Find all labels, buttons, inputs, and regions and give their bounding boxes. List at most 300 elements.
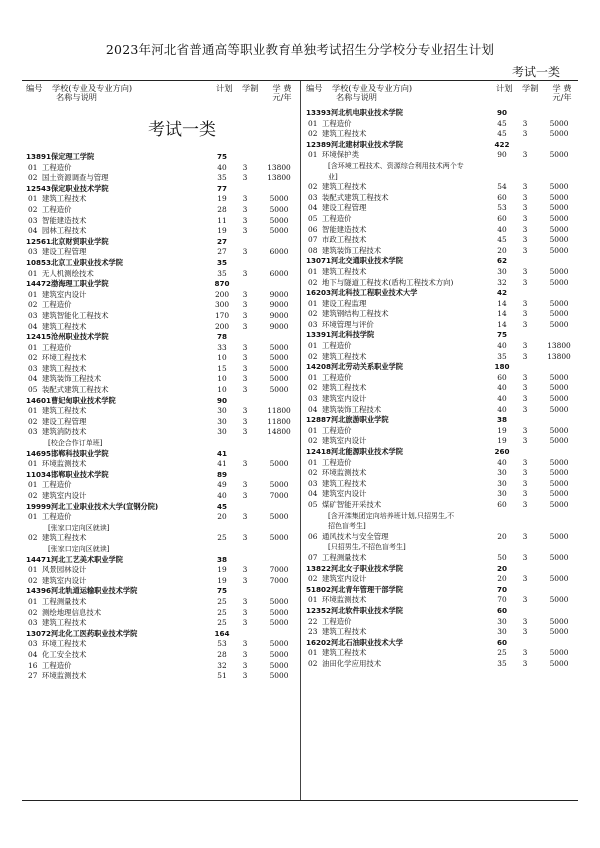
plan-cell: 28 (217, 649, 227, 659)
length-cell: 3 (242, 194, 248, 204)
name-cell: 风景园林设计 (42, 565, 87, 575)
fee-cell: 5000 (549, 203, 569, 213)
major-row (306, 299, 578, 310)
header-name (52, 84, 132, 102)
major-row (26, 608, 298, 619)
code-cell: 01 (28, 342, 38, 352)
name-cell: 环境管理与评价 (322, 319, 374, 329)
major-row (306, 225, 578, 236)
length-cell: 3 (242, 268, 248, 278)
code-cell: 03 (308, 319, 318, 329)
section-title: 考试一类 (148, 120, 216, 140)
name-cell: 工程造价 (42, 300, 72, 310)
major-row (26, 417, 298, 428)
code-cell: 01 (308, 298, 318, 308)
school-row (306, 330, 578, 341)
plan-cell: 60 (497, 499, 507, 509)
length-cell: 3 (522, 627, 528, 637)
fee-cell: 9000 (269, 321, 289, 331)
code-cell: 01 (308, 150, 318, 160)
plan-cell: 30 (217, 416, 227, 426)
code-cell: 03 (308, 394, 318, 404)
major-row (26, 650, 298, 661)
code-cell: 04 (308, 404, 318, 414)
code-cell: 01 (28, 459, 38, 469)
plan-cell: 53 (497, 203, 507, 213)
plan-cell: 77 (216, 183, 227, 193)
length-cell: 3 (522, 478, 528, 488)
length-cell: 3 (242, 491, 248, 500)
name-cell: 建筑工程技术 (42, 406, 87, 416)
header-name-line2: 名称与说明 (56, 92, 97, 102)
major-row (26, 247, 298, 258)
plan-cell: 40 (217, 162, 227, 172)
plan-cell: 60 (497, 213, 507, 223)
fee-cell: 13800 (547, 341, 571, 351)
length-cell: 3 (522, 372, 528, 382)
fee-cell: 5000 (269, 204, 289, 214)
name-cell: 工程测量技术 (322, 552, 367, 562)
code-cell: 14472 (26, 279, 52, 289)
code-cell: 12352 (306, 605, 332, 615)
code-cell: 51802 (306, 584, 332, 594)
header-plan: 计划 (496, 83, 513, 93)
name-cell: 工程测量技术 (42, 596, 87, 606)
name-cell: 国土资源调查与管理 (42, 173, 109, 183)
code-cell: 12887 (306, 415, 332, 425)
plan-cell: 78 (216, 332, 227, 342)
code-cell: 01 (28, 194, 38, 204)
fee-cell: 5000 (549, 436, 569, 446)
header-name (332, 84, 412, 102)
major-row (306, 150, 578, 161)
plan-cell: 35 (497, 658, 507, 668)
fee-cell: 5000 (549, 425, 569, 435)
major-row (26, 406, 298, 417)
code-cell: 05 (308, 213, 318, 223)
major-row (26, 491, 298, 502)
school-row (306, 415, 578, 426)
length-cell: 3 (242, 162, 248, 172)
fee-cell: 5000 (549, 319, 569, 329)
major-row (306, 617, 578, 628)
major-row (26, 194, 298, 205)
plan-cell: 14 (497, 309, 507, 319)
length-cell: 3 (242, 310, 248, 320)
length-cell: 3 (242, 353, 248, 363)
length-cell: 3 (242, 416, 248, 426)
plan-cell: 300 (214, 300, 230, 310)
plan-cell: 27 (216, 236, 227, 246)
code-cell: 02 (308, 468, 318, 478)
name-cell: 建筑装饰工程技术 (322, 404, 382, 414)
fee-cell: 5000 (549, 574, 569, 584)
plan-cell: 870 (214, 279, 230, 289)
major-row (306, 532, 578, 543)
table-header (26, 84, 298, 108)
length-cell: 3 (242, 363, 248, 373)
code-cell: 02 (308, 383, 318, 393)
plan-cell: 30 (497, 266, 507, 276)
length-cell: 3 (522, 309, 528, 319)
name-cell: 市政工程技术 (322, 235, 367, 245)
major-row (306, 468, 578, 479)
plan-cell: 14 (497, 298, 507, 308)
fee-cell: 5000 (269, 363, 289, 373)
plan-cell: 40 (497, 404, 507, 414)
name-cell: 环境监测技术 (322, 468, 367, 478)
code-cell: 02 (308, 277, 318, 287)
plan-cell: 75 (496, 330, 507, 340)
length-cell: 3 (242, 533, 248, 543)
code-cell: 27 (28, 671, 38, 681)
plan-cell: 19 (217, 565, 227, 575)
plan-cell: 40 (497, 383, 507, 393)
name-cell: 河北石油职业技术大学 (331, 637, 403, 647)
name-cell: 建筑室内设计 (322, 394, 367, 404)
code-cell: 12415 (26, 332, 52, 342)
plan-cell: 50 (497, 552, 507, 562)
code-cell: 07 (308, 235, 318, 245)
header-fee-line2: 元/年 (552, 92, 572, 102)
length-cell: 3 (522, 182, 528, 192)
header-name-line2: 名称与说明 (336, 92, 377, 102)
fee-cell: 5000 (269, 353, 289, 363)
code-cell: 14695 (26, 448, 52, 458)
major-row (306, 383, 578, 394)
code-cell: 02 (28, 300, 38, 310)
fee-cell: 5000 (269, 480, 289, 490)
code-cell: 23 (308, 627, 318, 637)
plan-cell: 25 (217, 607, 227, 617)
code-cell: 01 (308, 266, 318, 276)
remark-note: 招色盲考生] (328, 522, 366, 531)
plan-cell: 30 (497, 468, 507, 478)
major-row (306, 320, 578, 331)
length-cell: 3 (522, 298, 528, 308)
plan-cell: 32 (497, 277, 507, 287)
length-cell: 3 (522, 531, 528, 541)
remark-note: [校企合作订单班] (48, 439, 103, 448)
code-cell: 03 (28, 639, 38, 649)
name-cell: 环境监测技术 (322, 595, 367, 605)
name-cell: 工程造价 (322, 425, 352, 435)
plan-cell: 180 (494, 362, 510, 372)
code-cell: 06 (308, 224, 318, 234)
school-row (306, 140, 578, 151)
length-cell: 3 (242, 618, 248, 628)
header-fee-line1: 学 费 (272, 83, 292, 93)
major-row (26, 374, 298, 385)
name-cell: 北京工业职业技术学院 (51, 257, 123, 267)
fee-cell: 5000 (269, 226, 289, 236)
fee-cell: 13800 (547, 351, 571, 361)
code-cell: 03 (28, 427, 38, 437)
code-cell: 11034 (26, 469, 52, 479)
code-cell: 07 (308, 552, 318, 562)
fee-cell: 5000 (549, 627, 569, 637)
name-cell: 建筑室内设计 (322, 436, 367, 446)
school-row (306, 362, 578, 373)
code-cell: 02 (28, 353, 38, 363)
plan-cell: 38 (216, 554, 227, 564)
length-cell: 3 (522, 150, 528, 160)
fee-cell: 6000 (269, 268, 289, 278)
code-cell: 01 (308, 648, 318, 658)
fee-cell: 5000 (269, 607, 289, 617)
length-cell: 3 (522, 129, 528, 139)
plan-cell: 45 (497, 118, 507, 128)
page-title: 2023年河北省普通高等职业教育单独考试招生分学校分专业招生计划 (105, 42, 495, 57)
length-cell: 3 (522, 213, 528, 223)
fee-cell: 5000 (269, 342, 289, 352)
code-cell: 13822 (306, 563, 332, 573)
code-cell: 01 (308, 457, 318, 467)
name-cell: 建筑工程技术 (322, 351, 367, 361)
name-cell: 油田化学应用技术 (322, 658, 382, 668)
plan-cell: 20 (217, 512, 227, 522)
name-cell: 建筑工程技术 (322, 627, 367, 637)
code-cell: 01 (28, 268, 38, 278)
plan-cell: 164 (214, 628, 230, 638)
right-column (306, 84, 578, 669)
major-row (26, 427, 298, 438)
code-cell: 04 (308, 489, 318, 499)
name-cell: 河北机电职业技术学院 (331, 108, 403, 117)
school-row (26, 279, 298, 290)
plan-cell: 53 (217, 639, 227, 649)
school-row (306, 447, 578, 458)
name-cell: 河北软件职业技术学院 (331, 605, 403, 615)
length-cell: 3 (522, 499, 528, 509)
code-cell: 01 (28, 512, 38, 522)
name-cell: 建筑工程技术 (42, 618, 87, 628)
fee-cell: 5000 (269, 649, 289, 659)
name-cell: 建筑钢结构工程技术 (322, 309, 389, 319)
name-cell: 装配式建筑工程技术 (42, 385, 109, 395)
plan-cell: 30 (497, 627, 507, 637)
name-cell: 河北建材职业技术学院 (331, 139, 403, 149)
name-cell: 智能建造技术 (42, 215, 87, 225)
plan-cell: 20 (497, 245, 507, 255)
name-cell: 工程造价 (42, 480, 72, 490)
plan-cell: 33 (217, 342, 227, 352)
length-cell: 3 (522, 245, 528, 255)
plan-cell: 60 (497, 372, 507, 382)
name-cell: 环境保护类 (322, 150, 359, 160)
code-cell: 14396 (26, 586, 52, 596)
name-cell: 河北旅游职业学院 (331, 415, 389, 425)
plan-cell: 40 (217, 491, 227, 500)
plan-cell: 41 (217, 459, 227, 469)
plan-cell: 25 (497, 648, 507, 658)
major-row (306, 553, 578, 564)
code-cell: 06 (308, 531, 318, 541)
major-row (26, 322, 298, 333)
length-cell: 3 (242, 215, 248, 225)
code-cell: 02 (308, 436, 318, 446)
length-cell: 3 (522, 574, 528, 584)
fee-cell: 13800 (267, 173, 291, 183)
major-row (26, 618, 298, 629)
plan-cell: 35 (216, 257, 227, 267)
name-cell: 通风技术与安全管理 (322, 531, 389, 541)
name-cell: 建筑工程技术 (42, 363, 87, 373)
fee-cell: 5000 (549, 468, 569, 478)
name-cell: 建筑室内设计 (322, 489, 367, 499)
school-row (306, 585, 578, 596)
name-cell: 工程造价 (322, 341, 352, 351)
code-cell: 14208 (306, 362, 332, 372)
code-cell: 02 (28, 173, 38, 183)
header-fee (546, 84, 578, 102)
header-fee (266, 84, 298, 102)
fee-cell: 6000 (269, 247, 289, 257)
code-cell: 10853 (26, 257, 52, 267)
major-row (306, 235, 578, 246)
fee-cell: 9000 (269, 310, 289, 320)
school-row (26, 629, 298, 640)
name-cell: 河北工业职业技术大学(宣钢分院) (51, 501, 159, 511)
plan-cell: 25 (217, 596, 227, 606)
school-row (26, 449, 298, 460)
school-row (26, 152, 298, 163)
name-cell: 环境监测技术 (42, 459, 87, 469)
fee-cell: 5000 (269, 596, 289, 606)
length-cell: 3 (522, 468, 528, 478)
fee-cell: 5000 (549, 224, 569, 234)
code-cell: 02 (28, 533, 38, 543)
plan-cell: 35 (217, 173, 227, 183)
school-row (306, 108, 578, 119)
plan-cell: 30 (497, 616, 507, 626)
length-cell: 3 (522, 425, 528, 435)
major-row (306, 129, 578, 140)
name-cell: 工程造价 (42, 660, 72, 670)
code-cell: 02 (28, 416, 38, 426)
name-cell: 建筑工程技术 (322, 266, 367, 276)
major-row (26, 480, 298, 491)
major-row (306, 119, 578, 130)
name-cell: 建筑工程技术 (42, 321, 87, 331)
length-cell: 3 (242, 427, 248, 437)
length-cell: 3 (242, 649, 248, 659)
header-name-line1: 学校(专业及专业方向) (52, 83, 133, 93)
plan-cell: 54 (497, 182, 507, 192)
fee-cell: 5000 (269, 660, 289, 670)
fee-cell: 5000 (269, 385, 289, 395)
name-cell: 邯郸职业技术学院 (51, 469, 109, 479)
plan-cell: 19 (497, 436, 507, 446)
length-cell: 3 (242, 300, 248, 310)
major-row (26, 290, 298, 301)
code-cell: 01 (28, 565, 38, 575)
code-cell: 01 (308, 372, 318, 382)
plan-cell: 30 (497, 478, 507, 488)
major-row (306, 500, 578, 511)
plan-cell: 40 (497, 394, 507, 404)
major-row (306, 193, 578, 204)
name-cell: 建设工程管理 (42, 416, 87, 426)
fee-cell: 5000 (549, 404, 569, 414)
fee-cell: 5000 (549, 499, 569, 509)
fee-cell: 5000 (269, 374, 289, 384)
remark-note: [张家口定向区就读] (48, 523, 110, 532)
major-row (306, 246, 578, 257)
length-cell: 3 (242, 565, 248, 575)
code-cell: 03 (28, 363, 38, 373)
code-cell: 03 (308, 478, 318, 488)
code-cell: 02 (308, 658, 318, 668)
major-row (26, 512, 298, 523)
plan-cell: 10 (217, 374, 227, 384)
name-cell: 环境工程技术 (42, 353, 87, 363)
major-row (26, 661, 298, 672)
plan-cell: 75 (216, 152, 227, 161)
fee-cell: 5000 (549, 298, 569, 308)
header-no: 编号 (26, 83, 43, 93)
fee-cell: 5000 (269, 639, 289, 649)
length-cell: 3 (522, 457, 528, 467)
code-cell: 01 (308, 425, 318, 435)
plan-cell: 422 (494, 139, 510, 149)
name-cell: 建筑装饰工程技术 (322, 245, 382, 255)
major-row (26, 576, 298, 587)
code-cell: 13391 (306, 330, 332, 340)
header-length: 学制 (242, 83, 259, 93)
major-row (306, 479, 578, 490)
fee-cell: 5000 (549, 182, 569, 192)
code-cell: 01 (28, 162, 38, 172)
length-cell: 3 (242, 575, 248, 585)
name-cell: 工程造价 (322, 213, 352, 223)
bottom-rule (22, 800, 578, 801)
name-cell: 建筑室内设计 (322, 574, 367, 584)
major-row (26, 639, 298, 650)
fee-cell: 5000 (549, 383, 569, 393)
length-cell: 3 (242, 374, 248, 384)
length-cell: 3 (242, 459, 248, 469)
length-cell: 3 (522, 118, 528, 128)
right-rows (306, 108, 578, 669)
fee-cell: 13800 (267, 162, 291, 172)
name-cell: 地下与隧道工程技术(盾构工程技术方向) (322, 277, 454, 287)
fee-cell: 5000 (549, 595, 569, 605)
name-cell: 河北科技工程职业技术大学 (331, 288, 418, 298)
fee-cell: 5000 (549, 245, 569, 255)
fee-cell: 5000 (269, 459, 289, 469)
length-cell: 3 (242, 480, 248, 490)
major-row (26, 565, 298, 576)
name-cell: 北京财贸职业学院 (51, 236, 109, 246)
plan-cell: 19 (217, 194, 227, 204)
name-cell: 环境监测技术 (42, 671, 87, 681)
school-row (26, 237, 298, 248)
major-row (306, 659, 578, 670)
length-cell: 3 (522, 616, 528, 626)
name-cell: 建筑工程技术 (322, 383, 367, 393)
category-tag: 考试一类 (511, 65, 560, 79)
name-cell: 建筑工程技术 (322, 182, 367, 192)
name-cell: 建筑装饰工程技术 (42, 374, 102, 384)
plan-cell: 60 (497, 192, 507, 202)
length-cell: 3 (522, 595, 528, 605)
plan-cell: 30 (217, 427, 227, 437)
fee-cell: 5000 (549, 394, 569, 404)
plan-cell: 90 (497, 150, 507, 160)
name-cell: 建筑室内设计 (42, 575, 87, 585)
fee-cell: 9000 (269, 289, 289, 299)
